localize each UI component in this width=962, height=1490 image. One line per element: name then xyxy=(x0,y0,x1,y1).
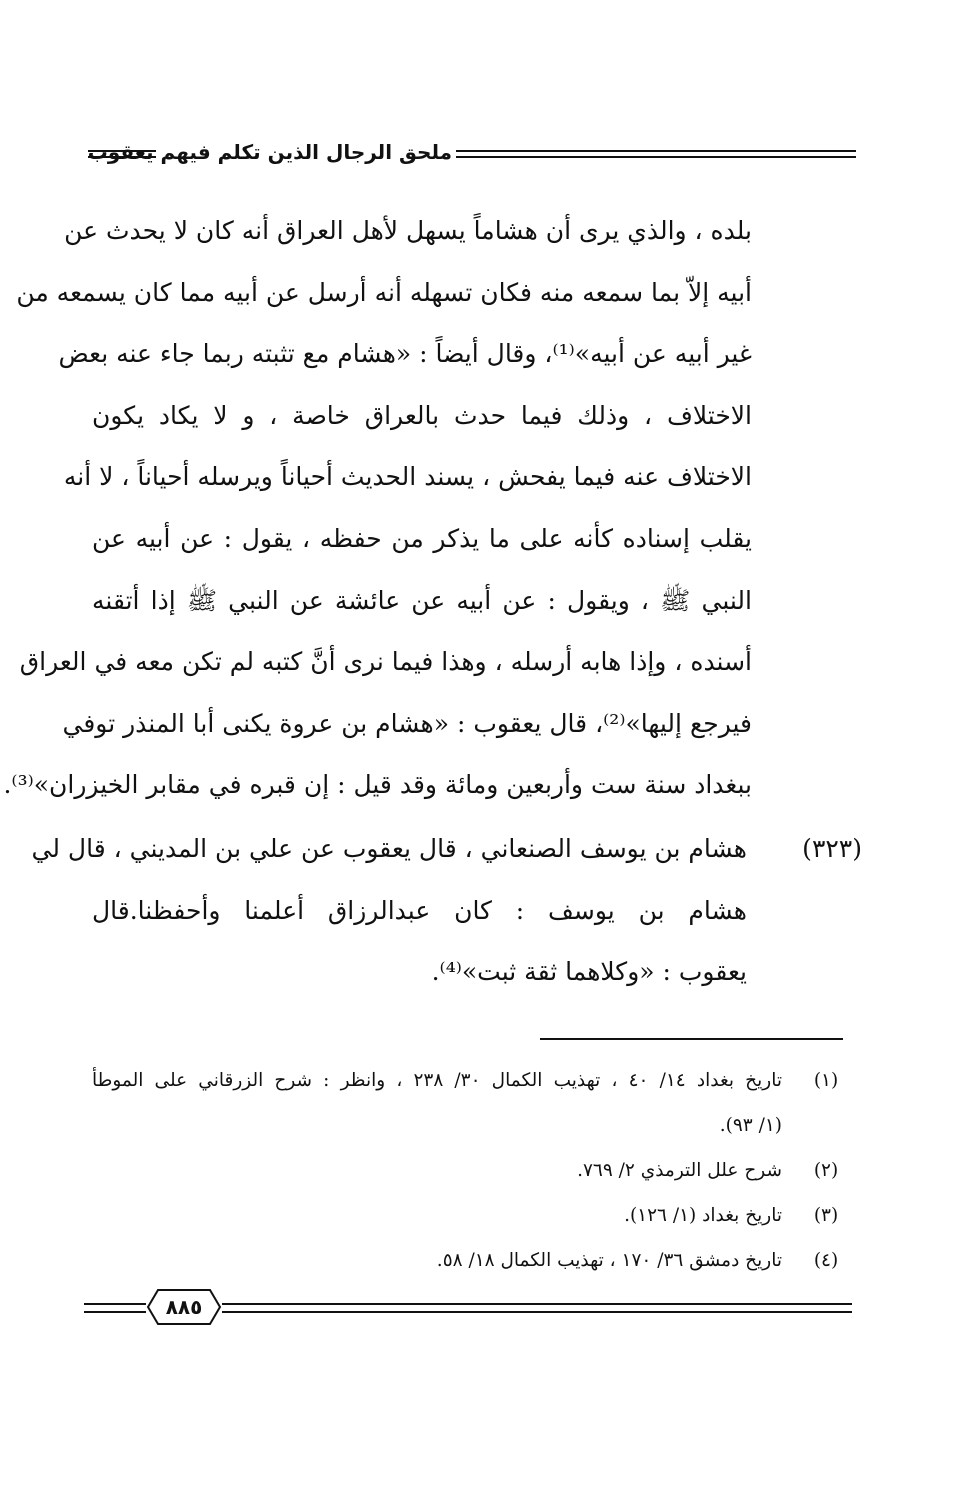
body-line: أسنده ، وإذا هابه أرسله ، وهذا فيما نرى أنَّ كتبه لم تكن معه في العراق xyxy=(19,647,752,677)
running-header: ملحق الرجال الذين تكلم فيهم يعقوب xyxy=(87,140,452,164)
footnote xyxy=(92,1148,844,1193)
entry-line: يعقوب : «وكلاهما ثقة ثبت»⁽⁴⁾. xyxy=(431,957,747,987)
footer-rule-left xyxy=(84,1303,146,1313)
entry-number: (٣٢٣) xyxy=(802,834,862,863)
body-line: بلده ، والذي يرى أن هشاماً يسهل لأهل العراق أنه كان لا يحدث عن xyxy=(64,216,752,245)
footnotes xyxy=(92,1058,844,1283)
footnote-number: (٤) xyxy=(813,1250,839,1271)
header-rule-right xyxy=(456,150,856,158)
body-line: الاختلاف ، وذلك فيما حدث بالعراق خاصة ، و لا يكاد يكون xyxy=(92,400,752,430)
entry-text xyxy=(31,818,747,1003)
footnote-text: شرح علل الترمذي ٢/ ٧٦٩. xyxy=(577,1160,782,1181)
footnote-separator xyxy=(540,1038,843,1040)
footer-rule-right xyxy=(222,1303,852,1313)
footnote-text-continued: (١/ ٩٣). xyxy=(719,1115,782,1136)
body-line: يقلب إسناده كأنه على ما يذكر من حفظه ، يقول : عن أبيه عن xyxy=(92,523,752,553)
entry-line: هشام بن يوسف : كان عبدالرزاق أعلمنا وأحفظنا.قال xyxy=(92,895,747,925)
footnote-text: تاريخ بغداد (١/ ١٢٦). xyxy=(624,1205,782,1226)
footnote-number: (٣) xyxy=(813,1205,839,1226)
footnote xyxy=(92,1193,844,1238)
footnote-text: تاريخ بغداد ١٤/ ٤٠ ، تهذيب الكمال ٣٠/ ٢٣٨ ، وانظر : شرح الزرقاني على الموطأ xyxy=(92,1070,782,1091)
footnote-number: (١) xyxy=(813,1070,839,1091)
footnote-number: (٢) xyxy=(813,1160,839,1181)
page-number: ٨٨٥ xyxy=(165,1295,203,1319)
footnote xyxy=(92,1058,844,1148)
body-paragraph xyxy=(3,200,752,816)
body-line: غير أبيه عن أبيه»⁽¹⁾، وقال أيضاً : «هشام مع تثبته ربما جاء عنه بعض xyxy=(58,339,752,369)
footnote xyxy=(92,1238,844,1283)
body-line: النبي ﷺ ، ويقول : عن أبيه عن عائشة عن النبي ﷺ إذا أتقنه xyxy=(92,585,752,615)
entry-line: هشام بن يوسف الصنعاني ، قال يعقوب عن علي بن المديني ، قال لي xyxy=(31,834,747,863)
body-line: ببغداد سنة ست وأربعين ومائة وقد قيل : إن قبره في مقابر الخيزران»⁽³⁾. xyxy=(3,770,752,800)
body-line: الاختلاف عنه فيما يفحش ، يسند الحديث أحياناً ويرسله أحياناً ، لا أنه xyxy=(63,462,752,492)
body-line: فيرجع إليها»⁽²⁾، قال يعقوب : «هشام بن عروة يكنى أبا المنذر توفي xyxy=(62,708,752,738)
footnote-text: تاريخ دمشق ٣٦/ ١٧٠ ، تهذيب الكمال ١٨/ ٥٨. xyxy=(436,1250,782,1271)
body-line: أبيه إلاّ بما سمعه منه فكان تسهله أنه أرسل عن أبيه مما كان يسمعه من xyxy=(16,277,752,307)
page-number-badge xyxy=(146,1288,222,1326)
